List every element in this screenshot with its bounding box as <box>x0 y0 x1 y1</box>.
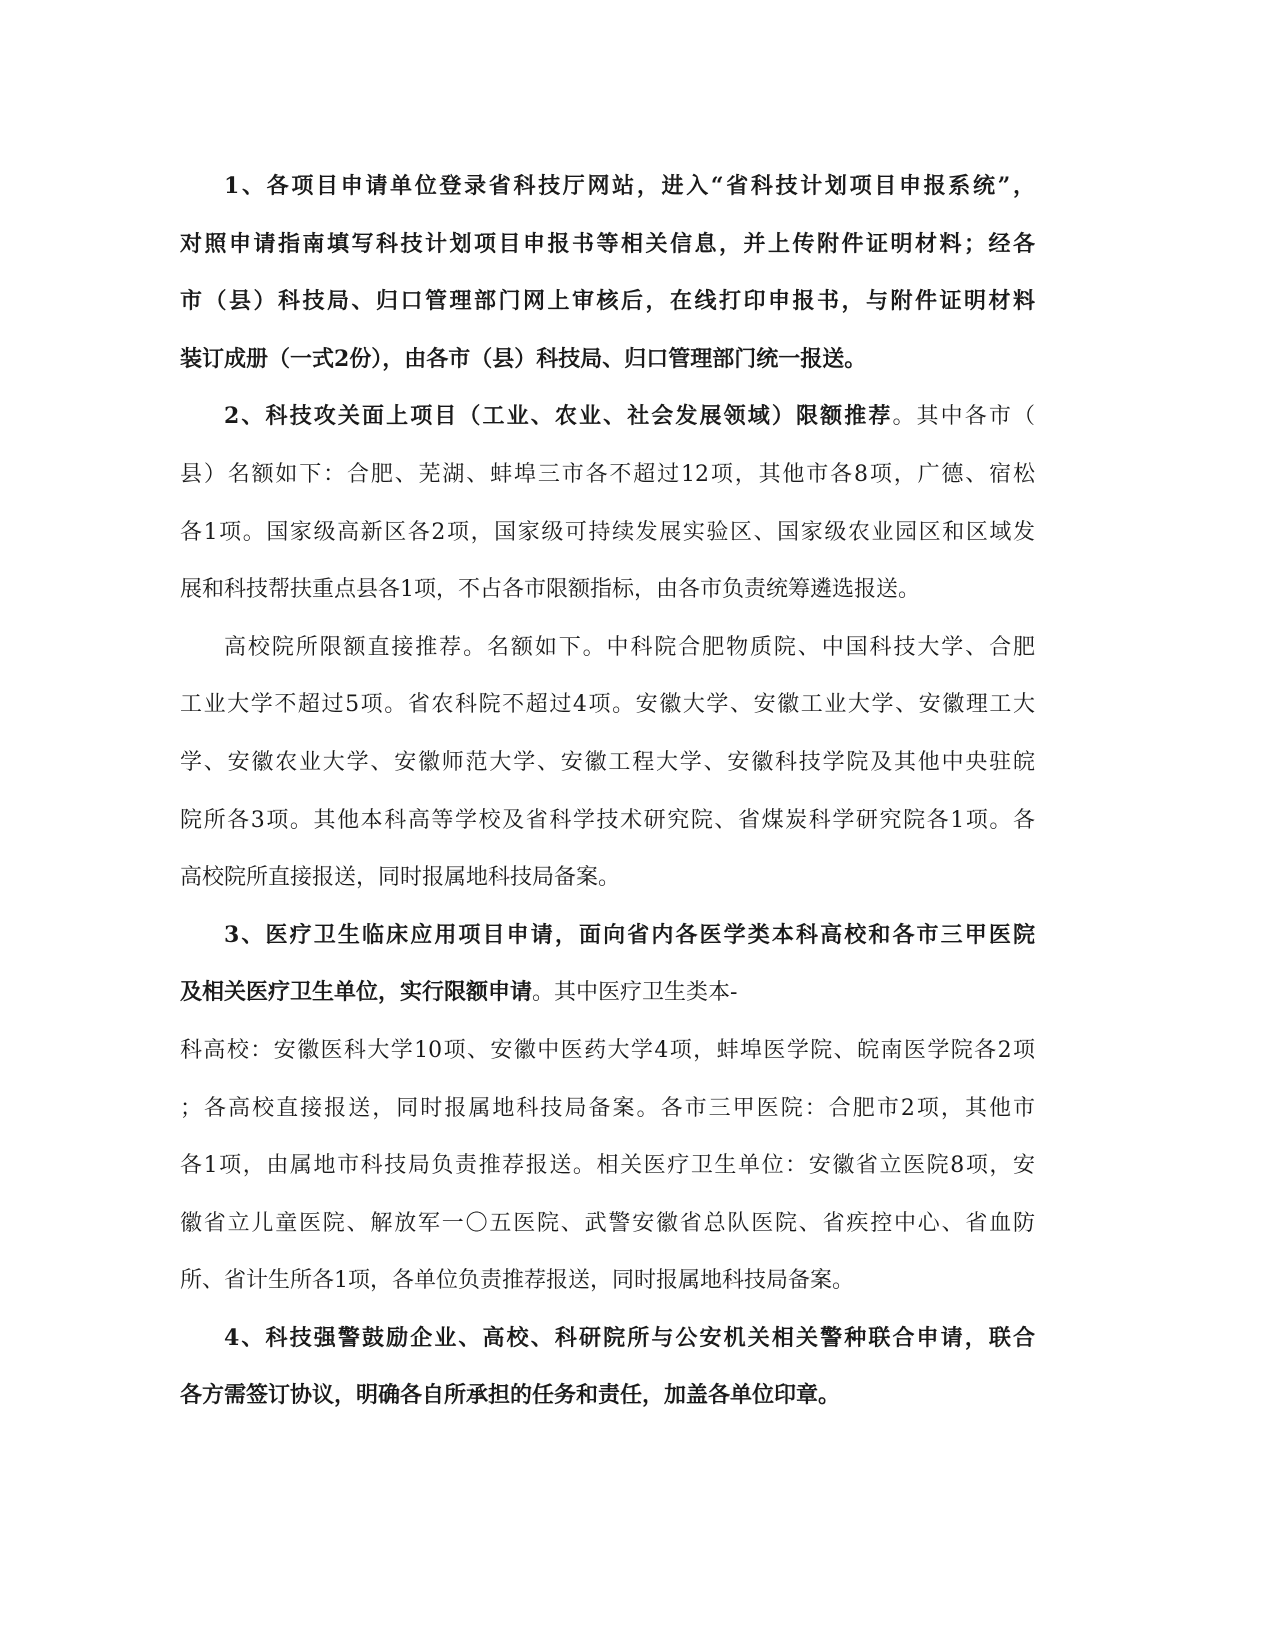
paragraph-1-line-1: 1、各项目申请单位登录省科技厅网站，进入“省科技计划项目申报系统”， <box>224 173 1035 199</box>
paragraph-1-line-3: 市（县）科技局、归口管理部门网上审核后，在线打印申报书，与附件证明材料 <box>180 288 1035 315</box>
paragraph-4-line-5: 各1项，由属地市科技局负责推荐报送。相关医疗卫生单位：安徽省立医院8项，安 <box>180 1153 1035 1179</box>
paragraph-4-line-3: 科高校：安徽医科大学10项、安徽中医药大学4项，蚌埠医学院、皖南医学院各2项 <box>180 1037 1035 1063</box>
paragraph-5-line-2: 各方需签订协议，明确各自所承担的任务和责任，加盖各单位印章。 <box>180 1382 841 1409</box>
paragraph-1-line-2: 对照申请指南填写科技计划项目申报书等相关信息，并上传附件证明材料；经各 <box>180 230 1035 257</box>
paragraph-3-line-5: 高校院所直接报送，同时报属地科技局备案。 <box>180 865 621 891</box>
paragraph-4-line-4: ；各高校直接报送，同时报属地科技局备案。各市三甲医院：合肥市2项，其他市 <box>180 1095 1035 1121</box>
paragraph-4-line-7: 所、省计生所各1项，各单位负责推荐报送，同时报属地科技局备案。 <box>180 1268 854 1294</box>
paragraph-3-line-4: 院所各3项。其他本科高等学校及省科学技术研究院、省煤炭科学研究院各1项。各 <box>180 807 1035 833</box>
paragraph-4-lead-rest: 。其中医疗卫生类本- <box>532 980 738 1006</box>
document-page <box>180 158 1035 1425</box>
paragraph-3 <box>180 619 1035 907</box>
paragraph-2-line-1 <box>180 388 1035 446</box>
paragraph-2-line-4: 展和科技帮扶重点县各1项，不占各市限额指标，由各市负责统筹遴选报送。 <box>180 577 920 603</box>
paragraph-4-line-1: 3、医疗卫生临床应用项目申请，面向省内各医学类本科高校和各市三甲医院 <box>224 921 1035 948</box>
paragraph-2 <box>180 388 1035 618</box>
paragraph-4-line-6: 徽省立儿童医院、解放军一〇五医院、武警安徽省总队医院、省疾控中心、省血防 <box>180 1210 1035 1236</box>
paragraph-3-line-3: 学、安徽农业大学、安徽师范大学、安徽工程大学、安徽科技学院及其他中央驻皖 <box>180 749 1035 775</box>
paragraph-1-line-4: 装订成册（一式2份），由各市（县）科技局、归口管理部门统一报送。 <box>180 345 867 372</box>
paragraph-3-line-2: 工业大学不超过5项。省农科院不超过4项。安徽大学、安徽工业大学、安徽理工大 <box>180 692 1035 718</box>
paragraph-4-line-2 <box>180 964 1035 1022</box>
paragraph-3-line-1: 高校院所限额直接推荐。名额如下。中科院合肥物质院、中国科技大学、合肥 <box>224 634 1035 660</box>
paragraph-2-lead-rest: 。其中各市（ <box>892 404 1035 430</box>
paragraph-1 <box>180 158 1035 388</box>
paragraph-2-lead-bold: 2、科技攻关面上项目（工业、农业、社会发展领域）限额推荐 <box>224 403 893 430</box>
paragraph-4-lead-bold: 及相关医疗卫生单位，实行限额申请 <box>180 979 533 1006</box>
paragraph-5 <box>180 1310 1035 1425</box>
paragraph-2-line-2: 县）名额如下：合肥、芜湖、蚌埠三市各不超过12项，其他市各8项，广德、宿松 <box>180 461 1035 487</box>
paragraph-4 <box>180 907 1035 1310</box>
paragraph-2-line-3: 各1项。国家级高新区各2项，国家级可持续发展实验区、国家级农业园区和区域发 <box>180 519 1035 545</box>
paragraph-5-line-1: 4、科技强警鼓励企业、高校、科研院所与公安机关相关警种联合申请，联合 <box>224 1324 1035 1351</box>
